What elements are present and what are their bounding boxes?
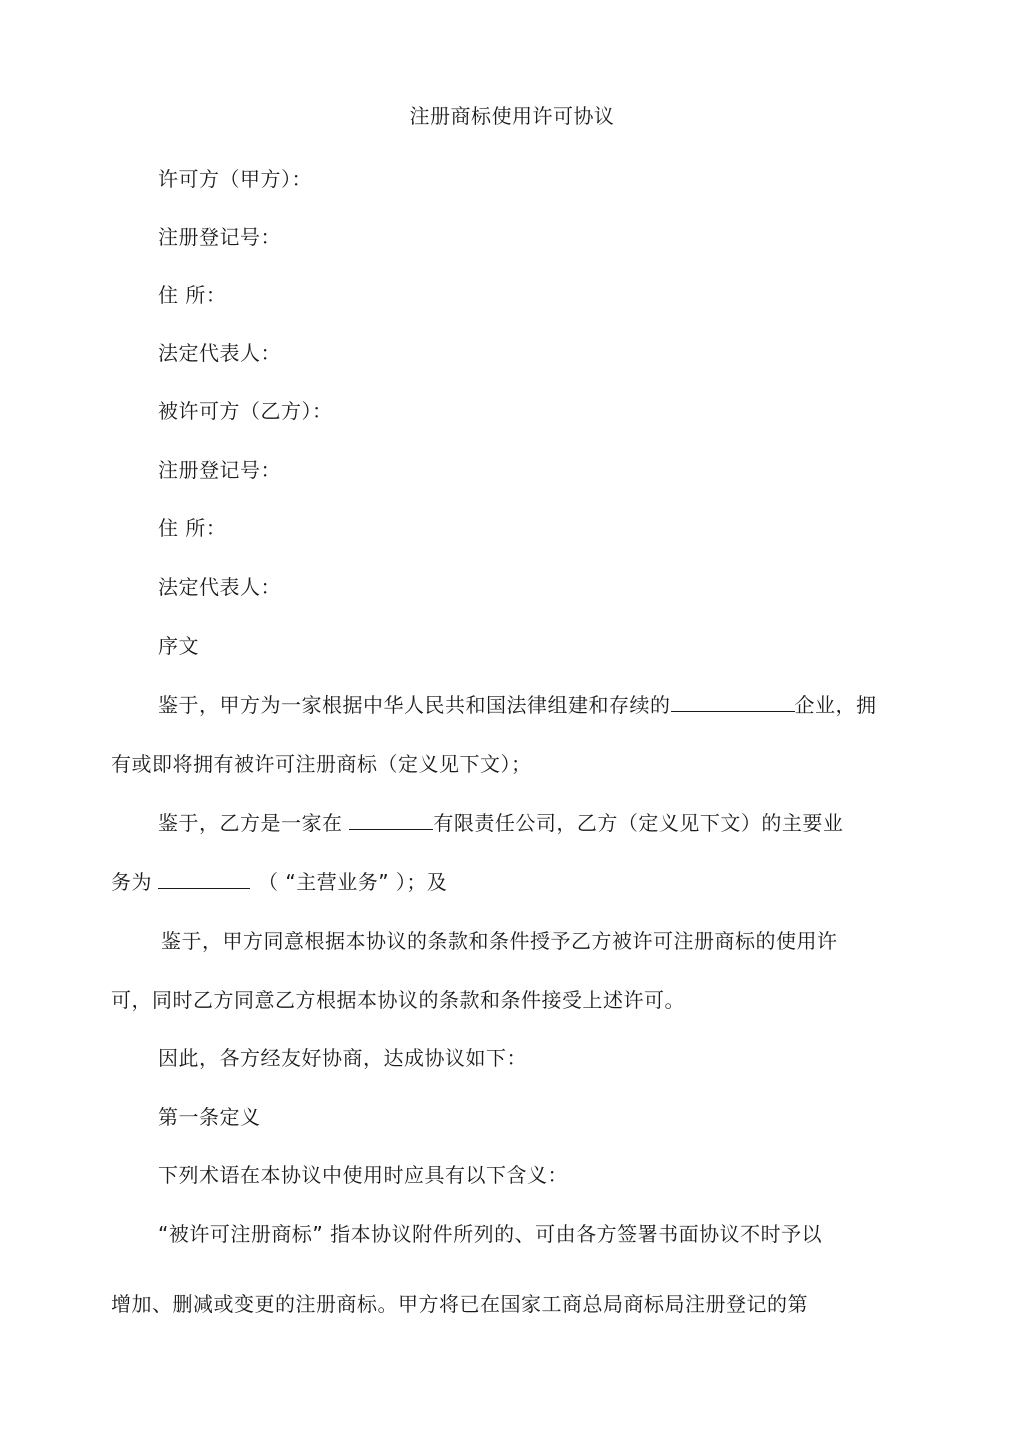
fill-in-blank <box>158 870 250 889</box>
document-title: 注册商标使用许可协议 <box>409 104 615 128</box>
article-1-intro: 下列术语在本协议中使用时应具有以下含义： <box>158 1163 568 1187</box>
preamble-heading: 序文 <box>158 634 199 658</box>
licensor-reg-no-label: 注册登记号： <box>158 225 281 249</box>
paragraph-4: 因此，各方经友好协商，达成协议如下： <box>158 1046 527 1070</box>
licensee-rep-label: 法定代表人： <box>158 575 281 599</box>
paragraph-2-text-c: 务为 <box>111 870 152 894</box>
paragraph-2-line-2 <box>111 870 447 894</box>
licensee-address-label: 住 所： <box>158 516 227 540</box>
fill-in-blank <box>671 693 795 712</box>
paragraph-1-text-b: 企业，拥 <box>794 693 877 717</box>
licensee-reg-no-label: 注册登记号： <box>158 458 281 482</box>
fill-in-blank <box>349 811 433 830</box>
definition-1-line-2: 增加、删减或变更的注册商标。甲方将已在国家工商总局商标局注册登记的第 <box>111 1292 808 1316</box>
licensor-label: 许可方（甲方）： <box>158 167 312 191</box>
definition-1-line-1: “被许可注册商标” 指本协议附件所列的、可由各方签署书面协议不时予以 <box>158 1222 823 1246</box>
paragraph-1-line-2: 有或即将拥有被许可注册商标（定义见下文）； <box>111 752 532 776</box>
paragraph-2-text-b: 有限责任公司，乙方（定义见下文）的主要业 <box>433 811 844 835</box>
licensor-rep-label: 法定代表人： <box>158 341 281 365</box>
paragraph-3-line-2: 可，同时乙方同意乙方根据本协议的条款和条件接受上述许可。 <box>111 988 685 1012</box>
paragraph-1-text-a: 鉴于，甲方为一家根据中华人民共和国法律组建和存续的 <box>158 693 671 717</box>
licensee-label: 被许可方（乙方）： <box>158 399 333 423</box>
paragraph-2-text-a: 鉴于，乙方是一家在 <box>158 811 350 835</box>
paragraph-1-line-1 <box>158 693 877 717</box>
licensor-address-label: 住 所： <box>158 283 227 307</box>
paragraph-2-text-d: （ “主营业务” ）；及 <box>258 870 448 894</box>
paragraph-3-line-1: 鉴于，甲方同意根据本协议的条款和条件授予乙方被许可注册商标的使用许 <box>161 929 838 953</box>
paragraph-2-line-1 <box>158 811 843 835</box>
article-1-heading: 第一条定义 <box>158 1105 261 1129</box>
